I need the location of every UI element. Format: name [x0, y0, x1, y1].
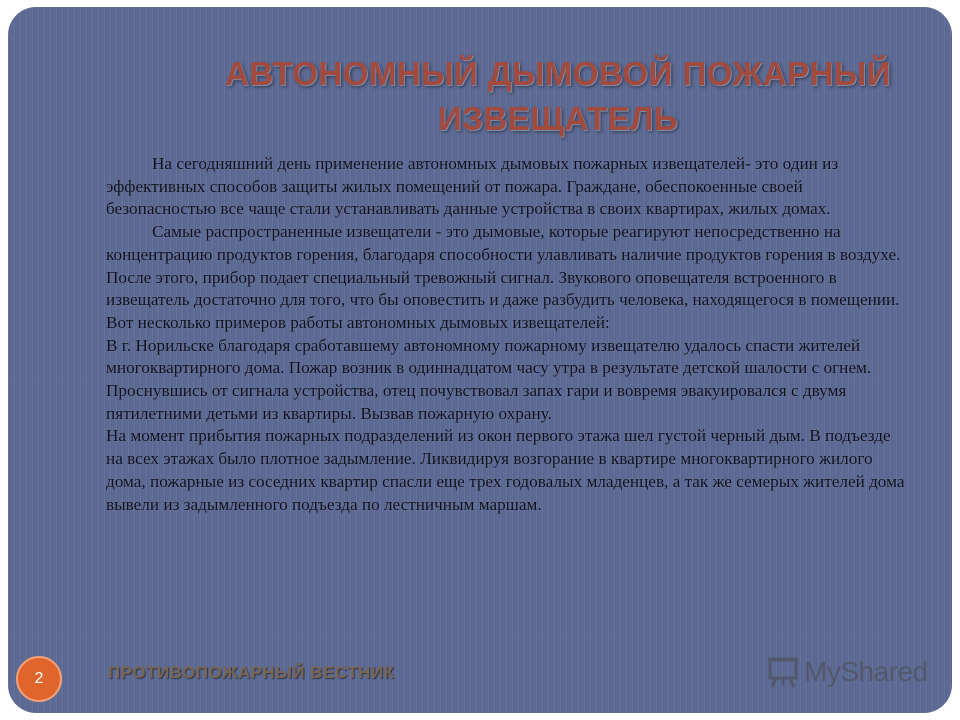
page-number-badge: 2 [16, 656, 62, 702]
presentation-board-icon [766, 655, 800, 689]
footer-title: ПРОТИВОПОЖАРНЫЙ ВЕСТНИК [108, 663, 395, 682]
watermark [766, 655, 928, 689]
paragraph-norilsk: В г. Норильске благодаря сработавшему автономному пожарному извещателю удалось спасти жителей многоквартирного дома. Пожар возник в одиннадцатом часу утра в результате детской шалости с огнем. Проснувшись от сигнала устройства, отец почувствовал запах гари и вовремя эвакуировался с двумя пятилетними детьми из квартиры. Вызвав пожарную охрану. [106, 335, 872, 423]
paragraph-rescue: На момент прибытия пожарных подразделений из окон первого этажа шел густой черный дым. В подъезде на всех этажах было плотное задымление. Ликвидируя возгорание в квартире многоквартирного жилого дома, пожарные из соседних квартир спасли еще трех годовалых младенцев, а так же семерых жителей дома вывели из задымленного подъезда по лестничным маршам. [106, 426, 905, 514]
slide-body [106, 153, 906, 516]
slide [8, 7, 952, 713]
watermark-text: MyShared [804, 656, 928, 687]
paragraph-intro: На сегодняшний день применение автономных дымовых пожарных извещателей- это один из эффективных способов защиты жилых помещений от пожара. Граждане, обеспокоенные своей безопасностью все чаще стали устанавливать данные устройства в своих квартирах, жилых домах. [106, 154, 839, 219]
slide-title: АВТОНОМНЫЙ ДЫМОВОЙ ПОЖАРНЫЙ ИЗВЕЩАТЕЛЬ [225, 55, 891, 137]
paragraph-detectors: Самые распространенные извещатели - это дымовые, которые реагируют непосредственно на концентрацию продуктов горения, благодаря способности улавливать наличие продуктов горения в воздухе. После этого, прибор подает специальный тревожный сигнал. Звукового оповещателя встроенного в извещатель достаточно для того, что бы оповестить и даже разбудить человека, находящегося в помещении. Вот несколько примеров работы автономных дымовых извещателей: [106, 222, 901, 332]
